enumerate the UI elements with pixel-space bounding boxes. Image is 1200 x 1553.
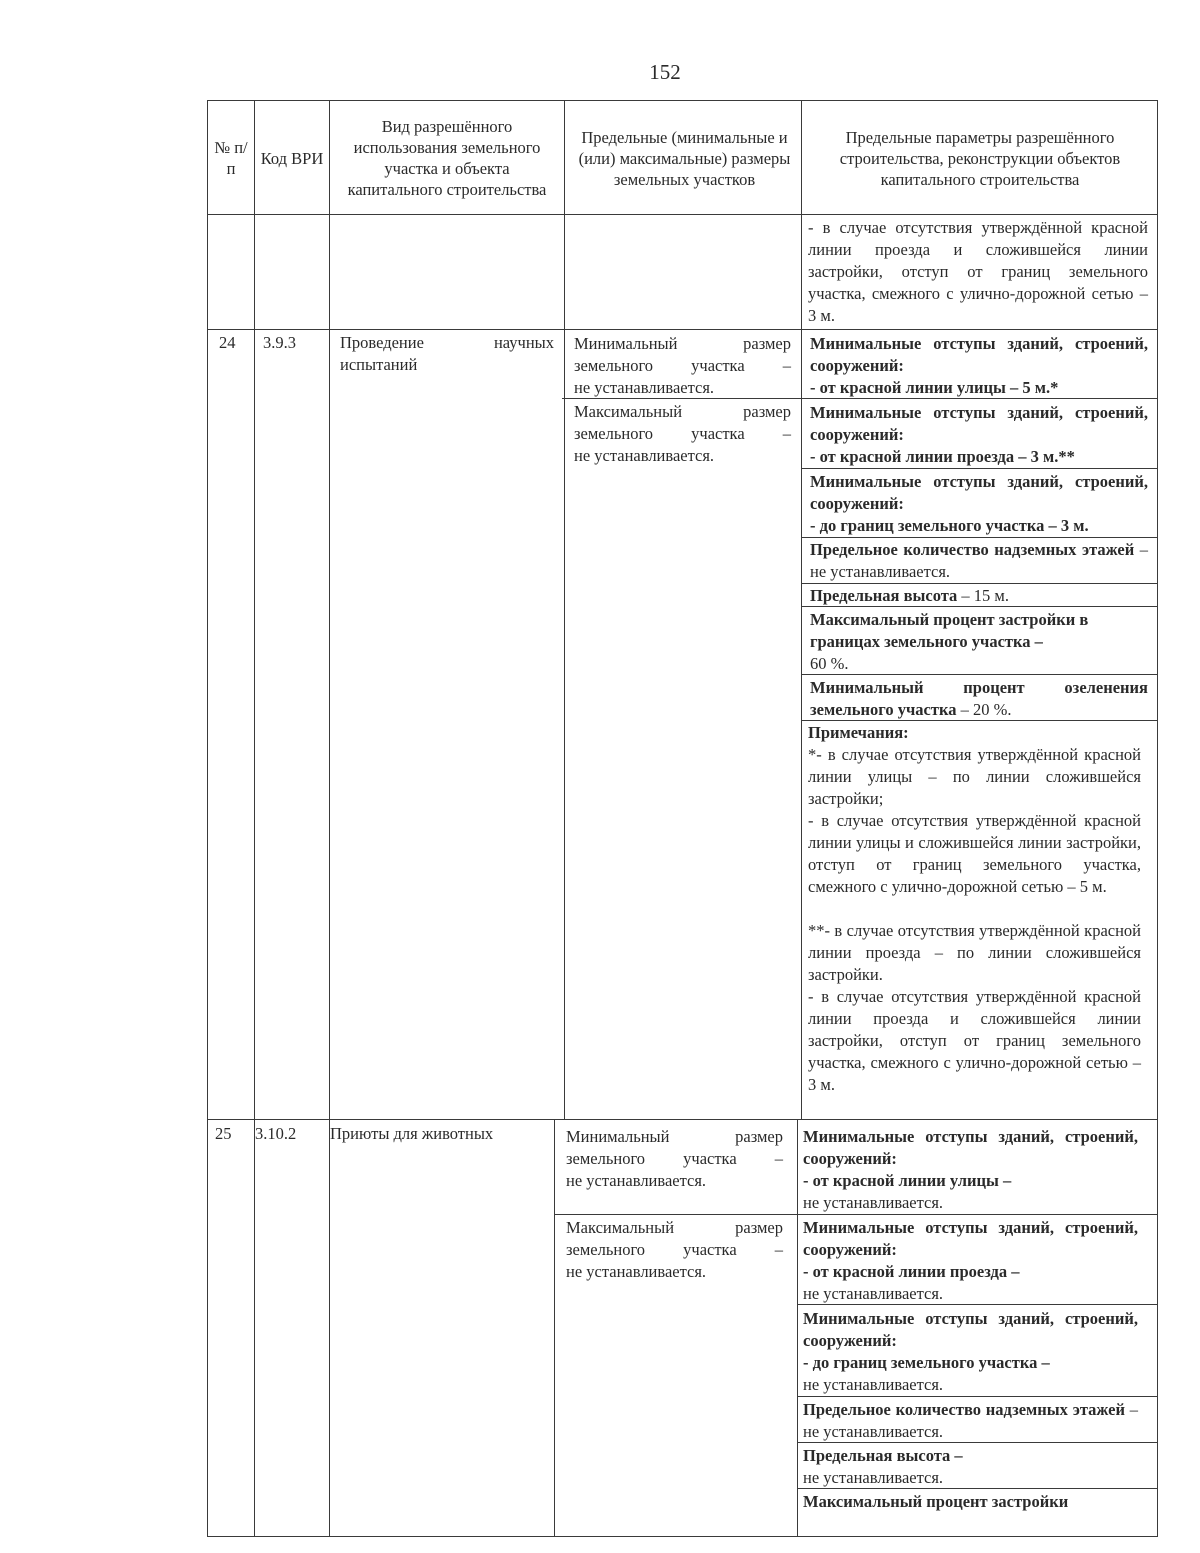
col-divider-3b (554, 1119, 555, 1537)
row25-kind: Приюты для животных (330, 1124, 494, 1143)
row24-param-1: Минимальные отступы зданий, строений, сооружений: - от красной линии улицы – 5 м.* (810, 334, 1148, 397)
row25-param-6: Максимальный процент застройки (803, 1492, 1069, 1511)
row24-num: 24 (219, 333, 236, 352)
col-divider-3 (564, 100, 565, 1119)
page-number: 152 (649, 60, 681, 84)
header-size: Предельные (минимальные и (или) максимальные) размеры земельных участков (578, 127, 791, 189)
header-params: Предельные параметры разрешённого строительства, реконструкции объектов капитального строительства (839, 127, 1121, 189)
table-border-right (1157, 100, 1158, 1537)
divider (797, 1396, 1158, 1397)
row25-num: 25 (215, 1124, 232, 1143)
row-divider-24 (207, 329, 1158, 330)
row24-notes: Примечания: *- в случае отсутствия утверждённой красной линии улицы – по линии сложившейся застройки; - в случае отсутствия утверждённой красной линии улицы и сложившейся линии застройки, отступ от границ земельного участка, смежного с улично-дорожной сетью – 5 м. **- в случае отсутствия утверждённой красной линии проезда – по линии сложившейся застройки. - в случае отсутствия утверждённой красной линии проезда и сложившейся линии застройки, отступ от границ земельного участка, смежного с улично-дорожной сетью – 3 м. (808, 723, 1141, 1094)
col-divider-1 (254, 100, 255, 1537)
row25-param-5: Предельная высота – не устанавливается. (803, 1446, 963, 1487)
row25-param-2: Минимальные отступы зданий, строений, сооружений: - от красной линии проезда – не устанавливается. (803, 1218, 1138, 1303)
divider (554, 1214, 1158, 1215)
row24-code: 3.9.3 (263, 333, 296, 352)
row24-param-3: Минимальные отступы зданий, строений, сооружений: - до границ земельного участка – 3 м. (810, 472, 1148, 535)
row25-code: 3.10.2 (255, 1124, 297, 1143)
row24-param-6: Максимальный процент застройки в границах земельного участка – 60 %. (810, 610, 1089, 673)
row25-param-4: Предельное количество надземных этажей – не устанавливается. (803, 1400, 1138, 1441)
col-divider-4 (801, 100, 802, 1119)
row24-param-4: Предельное количество надземных этажей – не устанавливается. (810, 540, 1148, 581)
regulations-table (207, 100, 1158, 1537)
row24-max-size: Максимальный размер земельного участка – не устанавливается. (574, 402, 791, 465)
divider (801, 468, 1158, 469)
col-divider-4b (797, 1119, 798, 1537)
header-num: № п/п (214, 138, 248, 178)
row24-kind: Проведение научных испытаний (340, 333, 554, 374)
table-border-bottom (207, 1536, 1158, 1537)
row25-min-size: Минимальный размер земельного участка – не устанавливается. (566, 1127, 783, 1190)
row24-param-5: Предельная высота – 15 м. (810, 586, 1009, 605)
row24-param-2: Минимальные отступы зданий, строений, сооружений: - от красной линии проезда – 3 м.** (810, 403, 1148, 466)
row24-param-7: Минимальный процент озеленения земельного участка – 20 %. (810, 678, 1148, 719)
header-divider (207, 214, 1158, 215)
row25-param-1: Минимальные отступы зданий, строений, сооружений: - от красной линии улицы – не устанавливается. (803, 1127, 1138, 1212)
col-divider-2 (329, 100, 330, 1537)
row25-param-3: Минимальные отступы зданий, строений, сооружений: - до границ земельного участка – не устанавливается. (803, 1309, 1138, 1394)
cont-params: - в случае отсутствия утверждённой красной линии проезда и сложившейся линии застройки, отступ от границ земельного участка, смежного с улично-дорожной сетью – 3 м. (808, 218, 1148, 325)
row-divider-25 (207, 1119, 1158, 1120)
header-kind: Вид разрешённого использования земельного участка и объекта капитального строительства (347, 117, 547, 199)
header-code: Код ВРИ (260, 148, 324, 168)
table-border-left (207, 100, 208, 1537)
row24-min-size: Минимальный размер земельного участка – не устанавливается. (574, 334, 791, 397)
row25-max-size: Максимальный размер земельного участка – не устанавливается. (566, 1218, 783, 1281)
